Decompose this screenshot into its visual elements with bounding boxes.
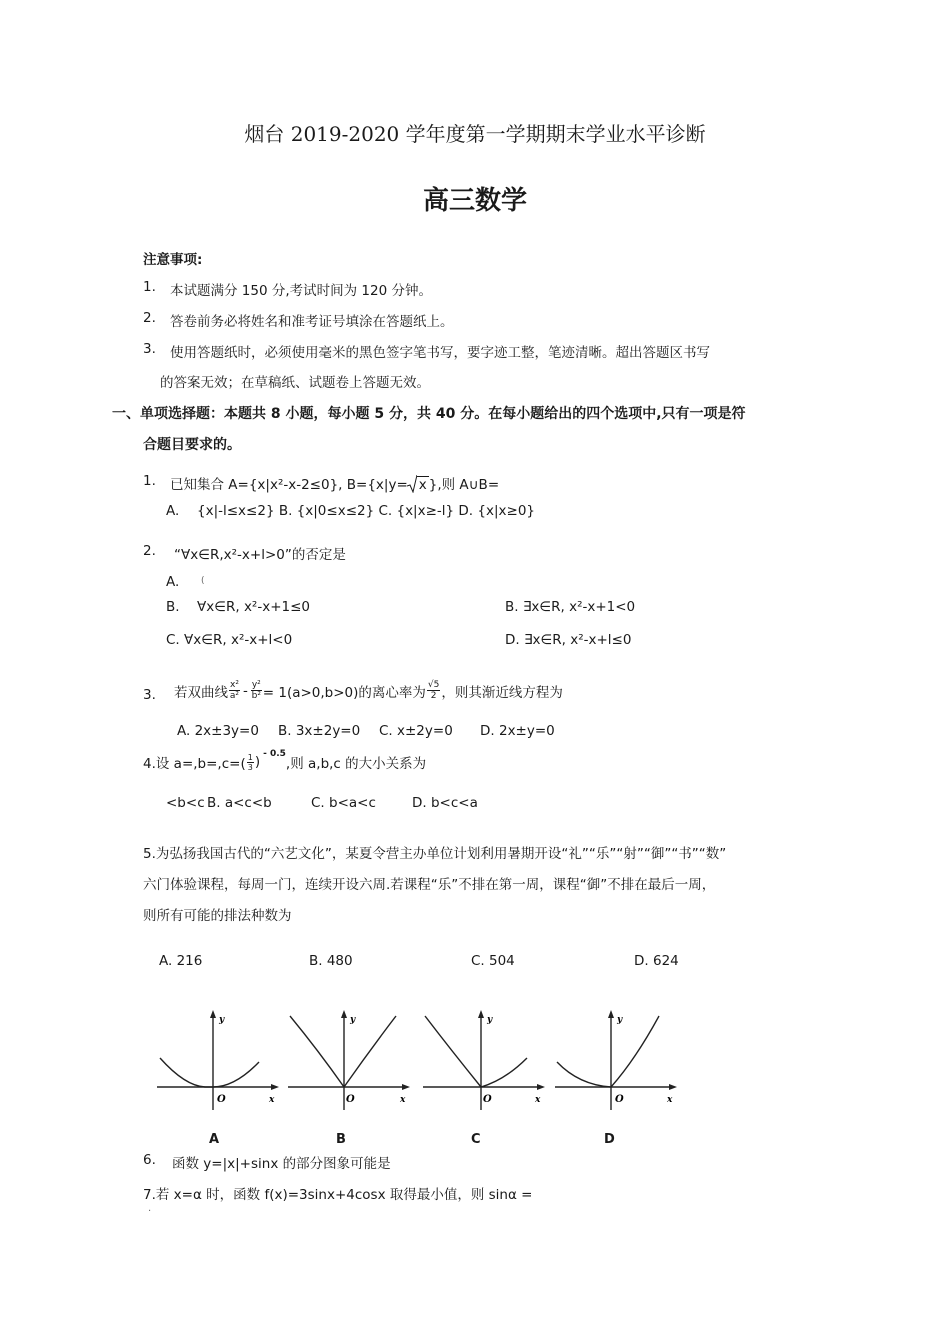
graph-a-label: A [209,1132,220,1147]
q3-stem [174,680,563,701]
exam-title: 烟台 2019-2020 学年度第一学期期末学业水平诊断 [244,122,706,146]
q4-frac-num: 1 [247,752,253,762]
graph-d-plot [555,1010,677,1110]
q5-option-d: D. 624 [634,953,679,969]
notice-item-2-num: 2. [143,310,156,326]
graph-c-origin: O [483,1094,492,1105]
q5-option-a: A. 216 [159,953,203,969]
q2-num: 2. [143,543,156,559]
q4-frac-den: 3 [247,762,253,772]
q5-option-b: B. 480 [309,953,353,969]
q3-ecc-num: √5 [427,680,440,690]
exam-subtitle: 高三数学 [422,186,527,216]
q4-option-c: C. b<a<c [311,795,376,811]
q2-stem: “∀x∈R,x²-x+l>0”的否定是 [174,547,346,563]
q6-num: 6. [143,1152,156,1168]
q3-option-a: A. 2x±3y=0 [177,723,259,739]
graph-a-plot [157,1010,279,1110]
q2-option-b-left: ∀x∈R, x²-x+1≤0 [197,599,311,615]
graph-d-label: D [604,1132,615,1147]
notice-heading: 注意事项: [143,252,203,268]
graph-c [423,1010,545,1110]
q3-frac-y [251,680,262,701]
q4-option-d: D. b<c<a [412,795,478,811]
q3-frac-x [229,680,240,701]
radical-sign-icon [407,475,417,493]
q2-option-c: C. ∀x∈R, x²-x+l<0 [166,632,293,648]
graph-c-plot [423,1010,545,1110]
q3-frac-x-num: x² [230,680,239,690]
q6-stem: 函数 y=|x|+sinx 的部分图象可能是 [172,1156,391,1172]
graph-b-y-label: y [350,1015,356,1025]
q1-options: {x|-l≤x≤2} B. {x|0≤x≤2} C. {x|x≥-l} D. {x|x≥0} [197,503,535,519]
notice-item-3-num: 3. [143,341,156,357]
notice-item-3: 使用答题纸时，必须使用毫米的黑色签字笔书写，要字迹工整，笔迹清晰。超出答题区书写 [170,345,710,361]
q5-stem-line2: 六门体验课程，每周一门，连续开设六周.若课程“乐”不排在第一周，课程“御”不排在最后一周， [143,877,716,893]
q3-ecc-frac [427,680,440,701]
q4-stem-a: 4.设 a=,b=,c=( [143,756,246,772]
q5-option-c: C. 504 [471,953,515,969]
graph-c-x-label: x [535,1095,541,1105]
q1-stem-a: 已知集合 A={x|x²-x-2≤0}, B={x|y= [170,477,408,493]
q3-frac-x-den: a² [229,691,240,701]
graph-c-y-label: y [487,1015,493,1025]
q3-option-d: D. 2x±y=0 [480,723,555,739]
notice-item-3-cont: 的答案无效；在草稿纸、试题卷上答题无效。 [160,375,430,391]
graph-d [555,1010,677,1110]
q1-sqrt-arg: x [418,477,427,493]
graph-b-plot [288,1010,410,1110]
q3-frac-y-den: b² [251,691,261,701]
q1-num: 1. [143,473,156,489]
graph-b [288,1010,410,1110]
q1-stem-b: },则 A∪B= [428,477,500,493]
q3-stem-a: 若双曲线 [174,684,228,701]
graph-d-y-label: y [617,1015,623,1025]
graph-b-x-label: x [400,1095,406,1105]
q4-stem [143,749,427,772]
q4-stem-b: ,则 a,b,c 的大小关系为 [285,756,427,772]
graph-d-origin: O [615,1094,624,1105]
q5-stem-line1: 5.为弘扬我国古代的“六艺文化”，某夏令营主办单位计划利用暑期开设“礼”“乐”“射”“御”“书”“数” [143,846,727,862]
notice-item-1-num: 1. [143,279,156,295]
q2-option-a-text: ( [201,576,205,586]
q2-option-d: D. ∃x∈R, x²-x+l≤0 [505,632,632,648]
q1-stem [170,473,499,493]
graph-b-origin: O [346,1094,355,1105]
section1-heading: 一、单项选择题：本题共 8 小题，每小题 5 分，共 40 分。在每小题给出的四个选项中,只有一项是符 [112,406,746,422]
q4-option-b: B. a<c<b [207,795,272,811]
q3-ecc-den: 2 [430,691,437,701]
graph-b-label: B [336,1132,346,1147]
section1-heading-cont: 合题目要求的。 [143,437,241,453]
graph-c-label: C [471,1132,481,1147]
q3-frac-y-num: y² [251,680,261,690]
q1-option-a-label: A. [166,503,180,519]
graph-a-origin: O [217,1094,226,1105]
sqrt-symbol [417,476,429,493]
q5-stem-line3: 则所有可能的排法种数为 [143,908,292,924]
q3-minus: - [242,682,248,699]
graph-d-x-label: x [667,1095,673,1105]
q2-option-a: A. [166,574,180,590]
q2-option-b-left-label: B. [166,599,180,615]
q7-stray-mark: . [148,1203,152,1214]
graph-a-y-label: y [219,1015,225,1025]
q2-option-b-right: B. ∃x∈R, x²-x+1<0 [505,599,636,615]
q3-stem-c: ，则其渐近线方程为 [441,684,563,701]
q3-stem-b: = 1(a>0,b>0)的离心率为 [262,684,426,701]
notice-item-2: 答卷前务必将姓名和准考证号填涂在答题纸上。 [170,314,454,330]
q3-num: 3. [143,687,156,703]
notice-item-1: 本试题满分 150 分,考试时间为 120 分钟。 [170,283,432,299]
q4-exponent: - 0.5 [263,749,286,759]
graph-a-x-label: x [269,1095,275,1105]
q3-option-b: B. 3x±2y=0 [278,723,361,739]
q7-stem: 7.若 x=α 时，函数 f(x)=3sinx+4cosx 取得最小值，则 sinα = [143,1187,533,1203]
q4-paren: ) [254,754,261,770]
q4-option-a: <b<c [166,795,205,811]
graph-a [157,1010,279,1110]
q4-frac [247,753,254,772]
q3-option-c: C. x±2y=0 [379,723,453,739]
